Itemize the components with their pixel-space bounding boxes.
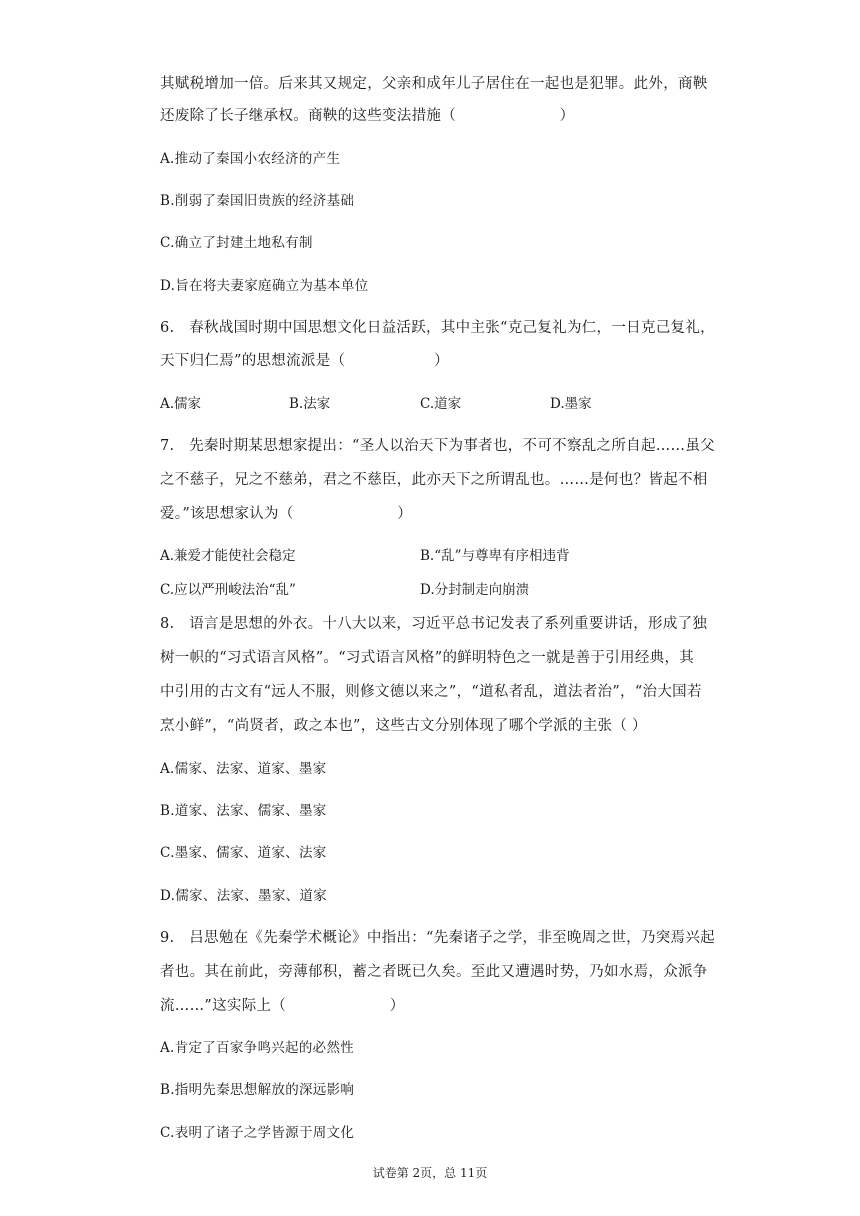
q7-option-d: D.分封制走向崩溃 (420, 582, 530, 598)
q9-stem-line-3: 流……”这实际上（ ） (160, 998, 405, 1014)
q8-option-c: C.墨家、儒家、道家、法家 (160, 845, 327, 861)
q5-stem-line-1: 其赋税增加一倍。后来其又规定，父亲和成年儿子居住在一起也是犯罪。此外，商鞅 (160, 76, 708, 92)
q6-stem-line-2: 天下归仁焉”的思想流派是（ ） (160, 353, 449, 369)
q7-stem-line-2: 之不慈子，兄之不慈弟，君之不慈臣，此亦天下之所谓乱也。……是何也？皆起不相 (160, 472, 708, 488)
q8-stem-line-3: 中引用的古文有“远人不服，则修文德以来之”，“道私者乱，道法者治”，“治大国若 (160, 684, 702, 700)
q7-stem-line-1: 7. 先秦时期某思想家提出：“圣人以治天下为事者也，不可不察乱之所自起……虽父 (160, 438, 715, 454)
q7-stem-line-3: 爱。”该思想家认为（ ） (160, 506, 413, 522)
q6-stem-line-1: 6. 春秋战国时期中国思想文化日益活跃，其中主张“克己复礼为仁，一日克己复礼， (160, 320, 715, 336)
page-footer: 试卷第 2页，总 11页 (372, 1166, 488, 1180)
q8-option-a: A.儒家、法家、道家、墨家 (160, 761, 327, 777)
q5-option-d: D.旨在将夫妻家庭确立为基本单位 (160, 278, 369, 294)
q8-stem-line-1: 8. 语言是思想的外衣。十八大以来，习近平总书记发表了系列重要讲话，形成了独 (160, 616, 708, 632)
q7-option-c: C.应以严刑峻法治“乱” (160, 582, 296, 598)
q9-stem-line-1: 9. 吕思勉在《先秦学术概论》中指出：“先秦诸子之学，非至晚周之世，乃突焉兴起 (160, 930, 715, 946)
q5-option-a: A.推动了秦国小农经济的产生 (160, 151, 341, 167)
q6-option-d: D.墨家 (550, 396, 592, 412)
q6-option-c: C.道家 (420, 396, 462, 412)
q8-stem-line-2: 树一帜的“习式语言风格”。“习式语言风格”的鲜明特色之一就是善于引用经典，其 (160, 650, 695, 666)
q6-option-b: B.法家 (289, 396, 331, 412)
q6-option-a: A.儒家 (160, 396, 202, 412)
q9-option-a: A.肯定了百家争鸣兴起的必然性 (160, 1040, 355, 1056)
q5-option-c: C.确立了封建土地私有制 (160, 235, 313, 251)
q8-option-b: B.道家、法家、儒家、墨家 (160, 803, 327, 819)
q8-stem-line-4: 烹小鲜”，“尚贤者，政之本也”，这些古文分别体现了哪个学派的主张（ ） (160, 718, 647, 734)
q9-option-b: B.指明先秦思想解放的深远影响 (160, 1082, 355, 1098)
q8-option-d: D.儒家、法家、墨家、道家 (160, 888, 328, 904)
q9-stem-line-2: 者也。其在前此，旁薄郁积，蓄之者既已久矣。至此又遭遇时势，乃如水焉，众派争 (160, 964, 708, 980)
q7-option-a: A.兼爱才能使社会稳定 (160, 548, 296, 564)
q5-stem-line-2: 还废除了长子继承权。商鞅的这些变法措施（ ） (160, 108, 575, 124)
q9-option-c: C.表明了诸子之学皆源于周文化 (160, 1125, 355, 1141)
q5-option-b: B.削弱了秦国旧贵族的经济基础 (160, 193, 355, 209)
q7-option-b: B.“乱”与尊卑有序相违背 (420, 548, 570, 564)
